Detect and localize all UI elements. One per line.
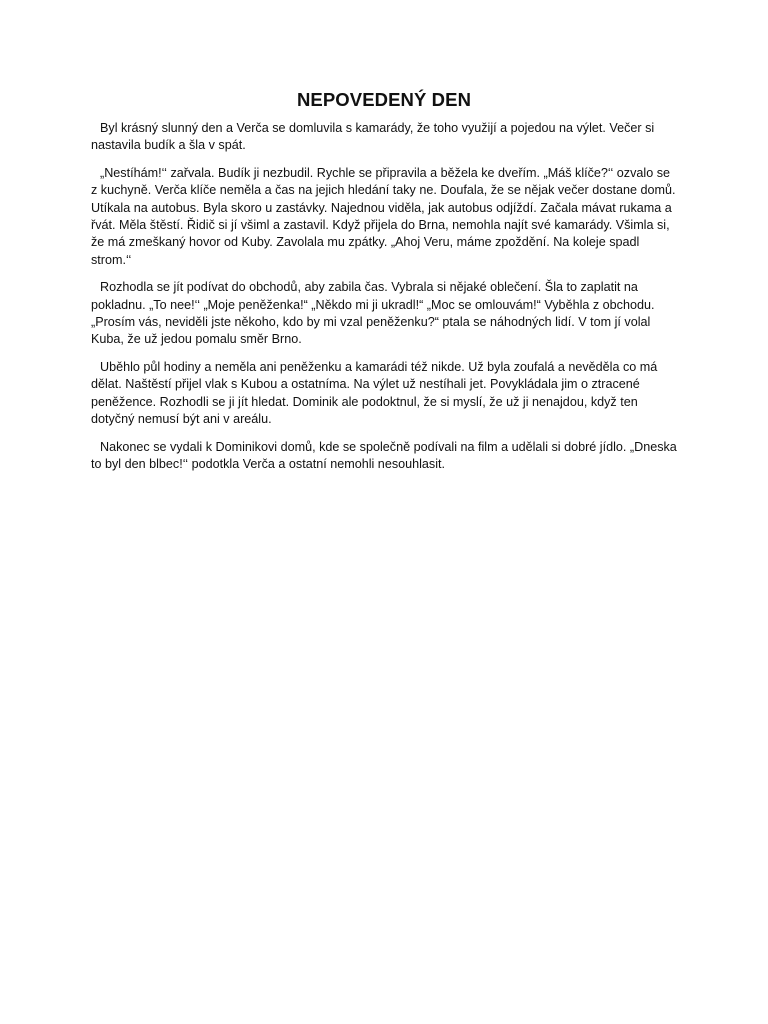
document-title: NEPOVEDENÝ DEN xyxy=(296,89,472,110)
document-body xyxy=(91,88,677,483)
paragraph-1: Byl krásný slunný den a Verča se domluvila s kamarády, že toho využijí a pojedou na výlet. Večer si nastavila budík a šla v spát. xyxy=(91,121,655,153)
paragraph-3: Rozhodla se jít podívat do obchodů, aby zabila čas. Vybrala si nějaké oblečení. Šla to zaplatit na pokladnu. „To nee!‘‘ „Moje peněženka!“ „Někdo mi ji ukradl!“ „Moc se omlouvám!“ Vyběhla z obchodu. „Prosím vás, neviděli jste někoho, kdo by mi vzal peněženku?“ ptala se náhodných lidí. V tom jí volal Kuba, že už jedou pomalu směr Brno. xyxy=(91,280,655,347)
paragraph-5: Nakonec se vydali k Dominikovi domů, kde se společně podívali na film a udělali si dobré jídlo. „Dneska to byl den blbec!‘‘ podotkla Verča a ostatní nemohli nesouhlasit. xyxy=(91,439,677,471)
paragraph-2: „Nestíhám!‘‘ zařvala. Budík ji nezbudil. Rychle se připravila a běžela ke dveřím. „Máš klíče?‘‘ ozvalo se z kuchyně. Verča klíče neměla a čas na jejich hledání taky ne. Doufala, že se nějak večer dostane domů. Utíkala na autobus. Byla skoro u zastávky. Najednou viděla, jak autobus odjíždí. Začala mávat rukama a řvát. Měla štěstí. Řidič si jí všiml a zastavil. Když přijela do Brna, nemohla najít své kamarády. Všimla si, že má zmeškaný hovor od Kuby. Zavolala mu zpátky. „Ahoj Veru, máme zpoždění. Na koleje spadl strom.‘‘ xyxy=(91,165,676,267)
paragraph-4: Uběhlo půl hodiny a neměla ani peněženku a kamarádi též nikde. Už byla zoufalá a nevěděla co má dělat. Naštěstí přijel vlak s Kubou a ostatníma. Na výlet už nestíhali jet. Povykládala jim o ztracené peněžence. Rozhodli se ji jít hledat. Dominik ale podoktnul, že si myslí, že už ji nenajdou, když ten dotyčný nemusí být ani v areálu. xyxy=(91,359,658,427)
